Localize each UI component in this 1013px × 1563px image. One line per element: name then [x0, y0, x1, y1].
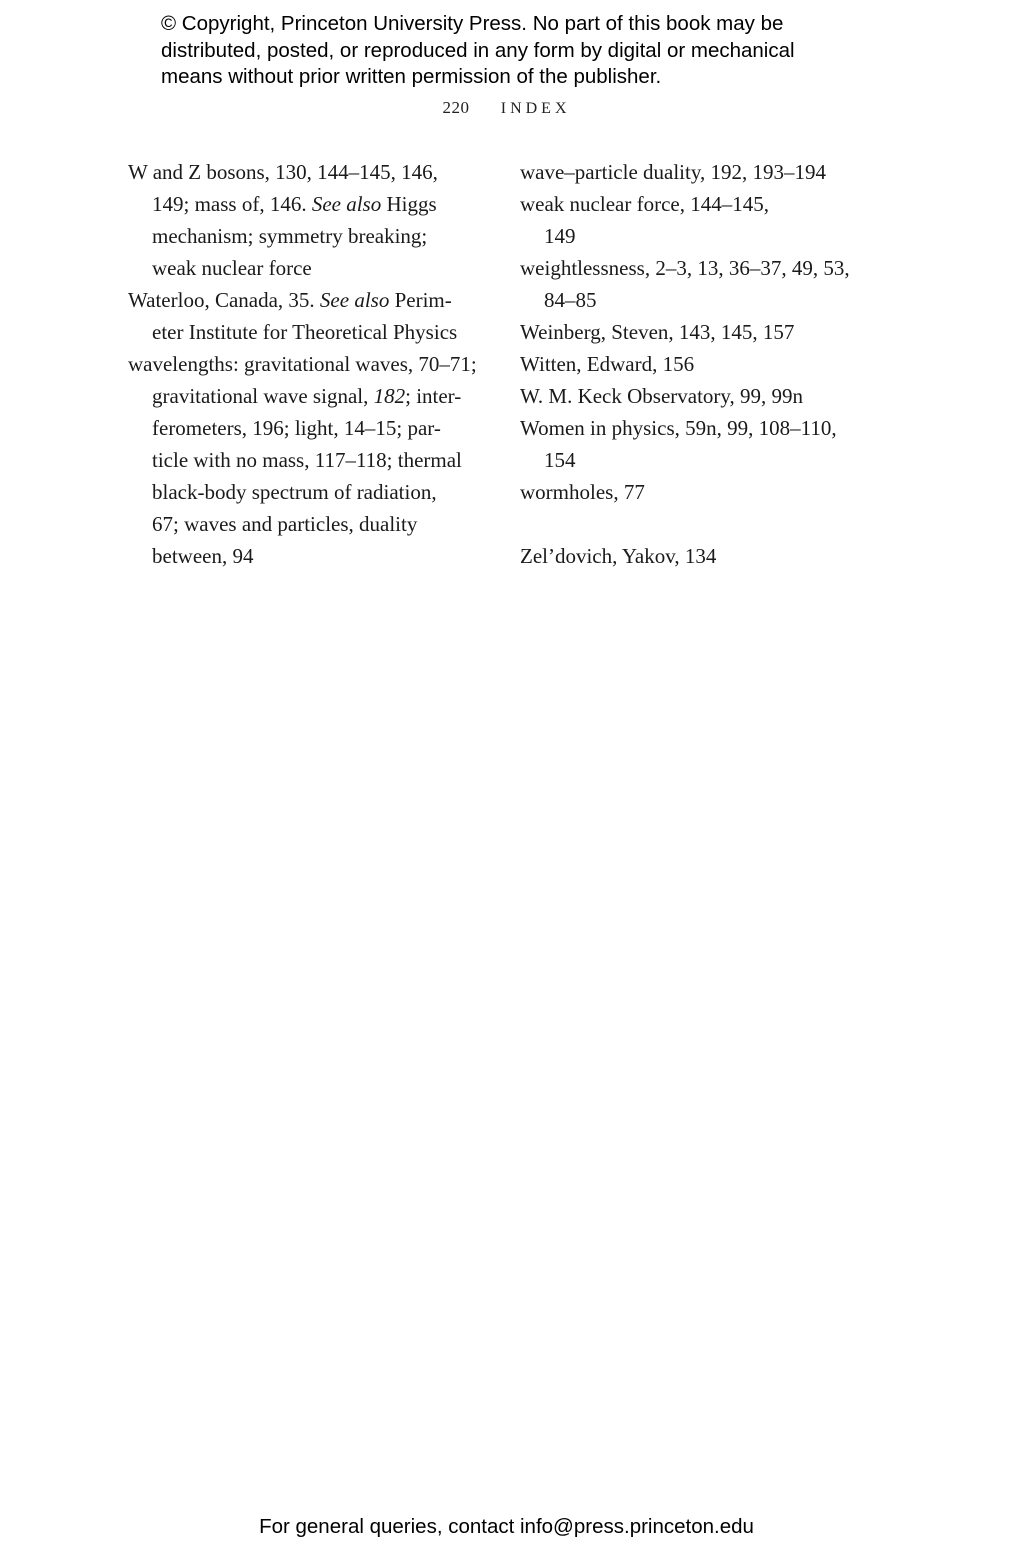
entry-line: weightlessness, 2–3, 13, 36–37, 49, 53, — [520, 256, 850, 280]
entry-line: mechanism; symmetry breaking; — [152, 224, 428, 248]
entry-line: W and Z bosons, 130, 144–145, 146, — [128, 160, 438, 184]
entry-text: ; inter- — [405, 384, 462, 408]
entry-text: 149; mass of, 146. — [152, 192, 312, 216]
section-title: INDEX — [500, 100, 571, 117]
see-also-label: See also — [319, 288, 390, 312]
index-entry-wave-particle-duality — [520, 156, 880, 188]
copyright-line-2: distributed, posted, or reproduced in any form by digital or mechanical — [161, 38, 795, 62]
entry-line: wave–particle duality, 192, 193–194 — [520, 160, 826, 184]
entry-line: weak nuclear force — [152, 256, 312, 280]
entry-line: weak nuclear force, 144–145, — [520, 192, 769, 216]
entry-line: ferometers, 196; light, 14–15; par- — [152, 416, 441, 440]
entry-line: black-body spectrum of radiation, — [152, 480, 437, 504]
entry-line: wormholes, 77 — [520, 480, 645, 504]
entry-line: 84–85 — [544, 288, 597, 312]
index-column-left — [128, 156, 488, 572]
entry-line: wavelengths: gravitational waves, 70–71; — [128, 352, 477, 376]
index-entry-weak-nuclear-force — [520, 188, 880, 252]
entry-line: Women in physics, 59n, 99, 108–110, — [520, 416, 837, 440]
letter-group-spacer — [520, 508, 880, 540]
index-column-right — [520, 156, 880, 572]
entry-line: Zel’dovich, Yakov, 134 — [520, 544, 717, 568]
entry-line: between, 94 — [152, 544, 254, 568]
entry-line: 154 — [544, 448, 576, 472]
entry-text: Waterloo, Canada, 35. — [128, 288, 320, 312]
page-number: 220 — [442, 98, 470, 117]
entry-text: gravitational wave signal, — [152, 384, 374, 408]
entry-line: Weinberg, Steven, 143, 145, 157 — [520, 320, 795, 344]
entry-text: Higgs — [381, 192, 437, 216]
index-entry-w-and-z-bosons — [128, 156, 488, 284]
index-entry-wormholes — [520, 476, 880, 508]
running-head — [0, 98, 1013, 118]
copyright-notice — [161, 11, 881, 91]
entry-line: ticle with no mass, 117–118; thermal — [152, 448, 462, 472]
index-entry-weinberg — [520, 316, 880, 348]
copyright-line-1: © Copyright, Princeton University Press. No part of this book may be — [161, 12, 784, 35]
entry-text: Perim- — [389, 288, 452, 312]
index-entry-zeldovich — [520, 540, 880, 572]
entry-line: 67; waves and particles, duality — [152, 512, 418, 536]
index-entry-weightlessness — [520, 252, 880, 316]
contact-footer: For general queries, contact info@press.princeton.edu — [259, 1515, 754, 1538]
entry-line — [128, 284, 488, 316]
entry-line: eter Institute for Theoretical Physics — [152, 320, 458, 344]
entry-line: W. M. Keck Observatory, 99, 99n — [520, 384, 804, 408]
entry-line — [128, 380, 488, 412]
see-also-label: See also — [311, 192, 382, 216]
italic-page-ref: 182 — [373, 384, 406, 408]
entry-line: Witten, Edward, 156 — [520, 352, 695, 376]
entry-line: 149 — [544, 224, 576, 248]
index-entry-waterloo — [128, 284, 488, 348]
index-entry-women-in-physics — [520, 412, 880, 476]
index-entry-witten — [520, 348, 880, 380]
entry-line — [128, 188, 488, 220]
index-entry-keck-observatory — [520, 380, 880, 412]
copyright-line-3: means without prior written permission of the publisher. — [161, 65, 662, 88]
index-entry-wavelengths — [128, 348, 488, 572]
